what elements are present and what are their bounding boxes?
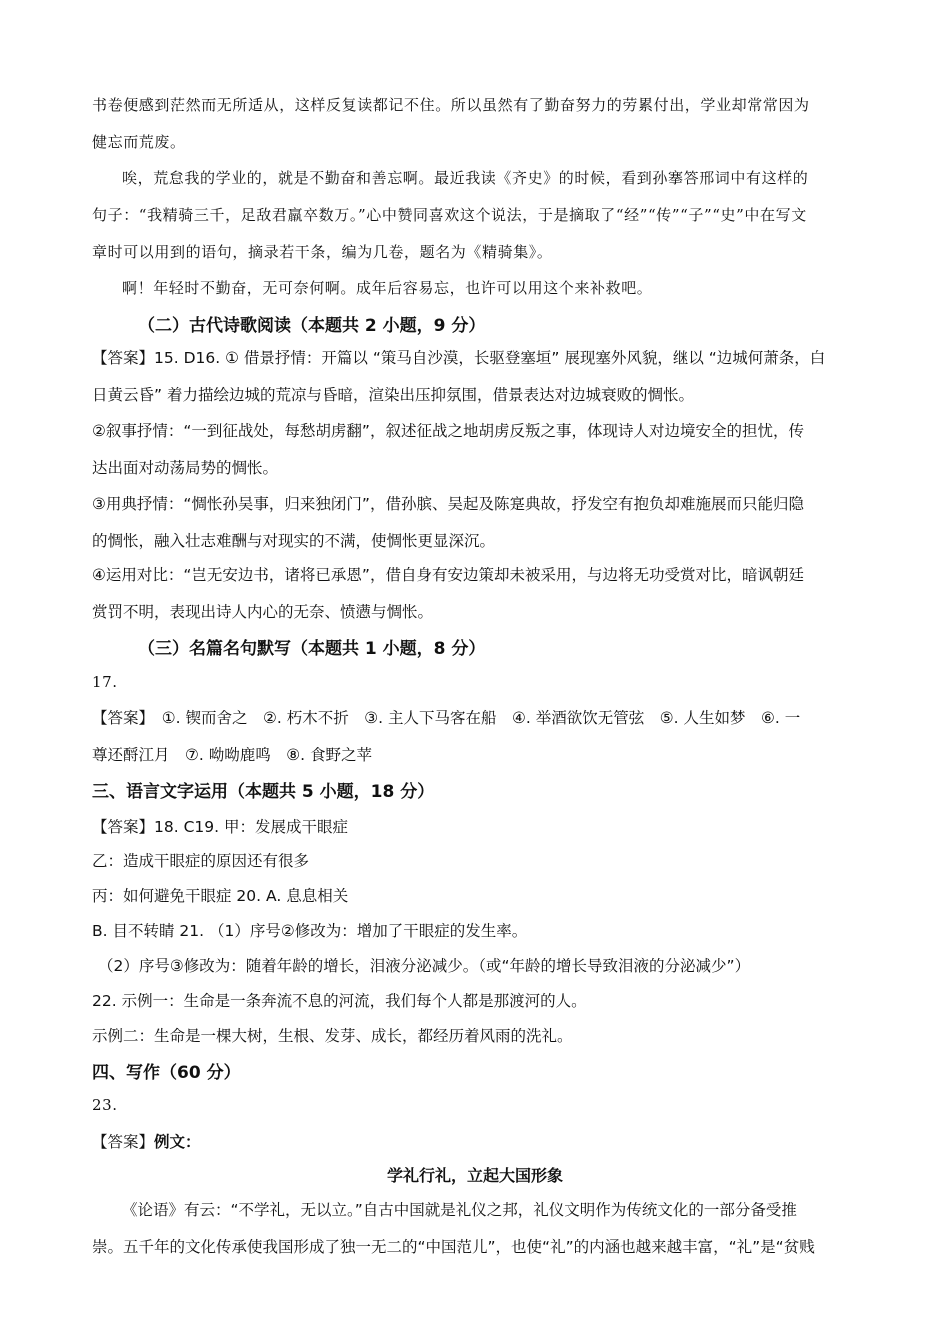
section-2-line-7: ④运用对比：“岂无安边书，诸将已承恩”，借自身有安边策却未被采用，与边将无功受赏对比，暗讽朝廷	[92, 566, 804, 584]
translation-line-1: 书卷便感到茫然而无所适从，这样反复读都记不住。所以虽然有了勤奋努力的劳累付出，学业却常常因为	[92, 96, 810, 114]
answer-label: 【答案】	[92, 1133, 155, 1151]
essay-title: 学礼行礼，立起大国形象	[386, 1166, 563, 1185]
section-2-line-1: 【答案】15. D16. ① 借景抒情：开篇以 “策马自沙漠，长驱登塞垣” 展现塞外风貌，继以 “边城何萧条，白	[92, 349, 826, 367]
translation-line-6: 啊！年轻时不勤奋，无可奈何啊。成年后容易忘，也许可以用这个来补救吧。	[122, 279, 653, 297]
question-17-number: 17.	[92, 673, 118, 691]
part-3-line-6: 22. 示例一：生命是一条奔流不息的河流，我们每个人都是那渡河的人。	[92, 992, 587, 1010]
translation-line-5: 章时可以用到的语句，摘录若干条，编为几卷，题名为《精骑集》。	[92, 243, 553, 261]
section-2-line-4: 达出面对动荡局势的惆怅。	[92, 459, 279, 477]
section-2-line-5: ③用典抒情：“惆怅孙吴事，归来独闭门”，借孙膑、吴起及陈寔典故，抒发空有抱负却难施展而只能归隐	[92, 495, 804, 513]
translation-line-2: 健忘而荒废。	[92, 133, 186, 151]
part-3-line-5: （2）序号③修改为：随着年龄的增长，泪液分泌减少。（或“年龄的增长导致泪液的分泌减少”）	[98, 957, 751, 975]
answer-example-label	[92, 1130, 201, 1152]
part-3-line-2: 乙：造成干眼症的原因还有很多	[92, 852, 310, 870]
translation-line-4: 句子：“我精骑三千，足敌君羸卒数万。”心中赞同喜欢这个说法，于是摘取了“经”“传”“子”“史”中在写文	[92, 206, 807, 224]
section-2-line-8: 赏罚不明，表现出诗人内心的无奈、愤懑与惆怅。	[92, 603, 434, 621]
section-2-line-2: 日黄云昏” 着力描绘边城的荒凉与昏暗，渲染出压抑氛围，借景表达对边城衰败的惆怅。	[92, 386, 694, 404]
section-3-heading: （三）名篇名句默写（本题共 1 小题，8 分）	[138, 639, 486, 659]
part-3-line-7: 示例二：生命是一棵大树，生根、发芽、成长，都经历着风雨的洗礼。	[92, 1027, 573, 1045]
question-23-number: 23.	[92, 1096, 118, 1114]
translation-line-3: 唉，荒怠我的学业的，就是不勤奋和善忘啊。最近我读《齐史》的时候，看到孙搴答邢词中有这样的	[122, 169, 809, 187]
essay-paragraph-line-2: 崇。五千年的文化传承使我国形成了独一无二的“中国范儿”，也使“礼”的内涵也越来越丰富，“礼”是“贫贱	[92, 1238, 815, 1256]
part-4-heading: 四、写作（60 分）	[92, 1063, 241, 1083]
section-2-heading: （二）古代诗歌阅读（本题共 2 小题，9 分）	[138, 316, 486, 336]
section-2-line-6: 的惆怅，融入壮志难酬与对现实的不满，使惆怅更显深沉。	[92, 532, 496, 550]
section-3-line-2: 尊还酹江月 ⑦. 呦呦鹿鸣 ⑧. 食野之苹	[92, 746, 373, 764]
section-2-line-3: ②叙事抒情：“一到征战处，每愁胡虏翻”，叙述征战之地胡虏反叛之事，体现诗人对边境安全的担忧，传	[92, 422, 804, 440]
part-3-line-1: 【答案】18. C19. 甲：发展成干眼症	[92, 818, 348, 836]
essay-paragraph-line-1: 《论语》有云：“不学礼，无以立。”自古中国就是礼仪之邦，礼仪文明作为传统文化的一部分备受推	[122, 1201, 797, 1219]
part-3-line-3: 丙：如何避免干眼症 20. A. 息息相关	[92, 887, 349, 905]
section-3-line-1: 【答案】 ①. 锲而舍之 ②. 朽木不折 ③. 主人下马客在船 ④. 举酒欲饮无管弦 ⑤. 人生如梦 ⑥. 一	[92, 709, 801, 727]
example-label: 例文：	[154, 1133, 201, 1151]
part-3-heading: 三、语言文字运用（本题共 5 小题，18 分）	[92, 782, 435, 802]
part-3-line-4: B. 目不转睛 21. （1）序号②修改为：增加了干眼症的发生率。	[92, 922, 528, 940]
